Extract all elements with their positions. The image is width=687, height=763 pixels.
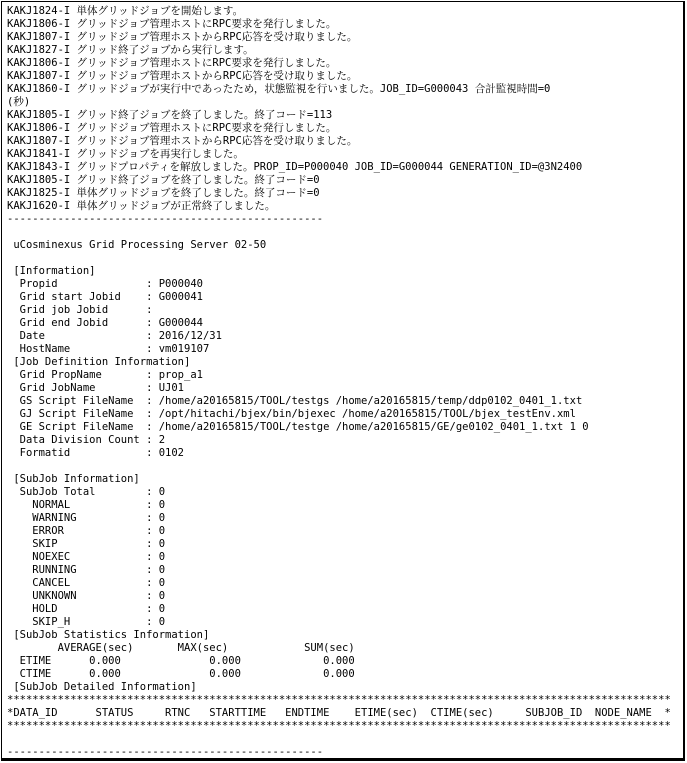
field-normal: NORMAL : 0 — [7, 499, 166, 511]
detail-table-border-bottom: ********************************************************************************************************* — [7, 720, 671, 732]
field-noexec: NOEXEC : 0 — [7, 551, 166, 563]
log-message: KAKJ1843-I グリッドプロパティを解放しました。PROP_ID=P000040 JOB_ID=G000044 GENERATION_ID=@3N2400 — [7, 161, 583, 173]
terminal-window — [1, 1, 685, 761]
field-cancel: CANCEL : 0 — [7, 577, 166, 589]
log-message-wrap: (秒) — [7, 96, 31, 108]
log-message: KAKJ1620-I 単体グリッドジョブが正常終了しました。 — [7, 200, 276, 212]
field-grid-end-jobid: Grid end Jobid : G000044 — [7, 317, 203, 329]
field-data-division-count: Data Division Count : 2 — [7, 434, 166, 446]
log-message: KAKJ1807-I グリッドジョブ管理ホストからRPC応答を受け取りました。 — [7, 135, 358, 147]
terminal-output — [2, 2, 683, 759]
log-message: KAKJ1805-I グリッド終了ジョブを終了しました。終了コード=0 — [7, 174, 320, 186]
section-header-job-definition: [Job Definition Information] — [7, 356, 191, 368]
field-propid: Propid : P000040 — [7, 278, 203, 290]
stats-row-etime: ETIME 0.000 0.000 0.000 — [7, 655, 355, 667]
blank-line — [7, 226, 681, 239]
blank-line — [7, 733, 681, 746]
separator-line: -------------------------------------------------- — [7, 746, 324, 758]
field-gs-script-filename: GS Script FileName : /home/a20165815/TOOL/testgs /home/a20165815/temp/ddp0102_0401_1.txt — [7, 395, 583, 407]
field-skip: SKIP : 0 — [7, 538, 166, 550]
stats-column-headers: AVERAGE(sec) MAX(sec) SUM(sec) — [7, 642, 355, 654]
log-message: KAKJ1841-I グリッドジョブを再実行しました。 — [7, 148, 244, 160]
log-message: KAKJ1805-I グリッド終了ジョブを終了しました。終了コード=113 — [7, 109, 333, 121]
field-grid-jobname: Grid JobName : UJ01 — [7, 382, 185, 394]
log-message: KAKJ1807-I グリッドジョブ管理ホストからRPC応答を受け取りました。 — [7, 70, 358, 82]
field-running: RUNNING : 0 — [7, 564, 166, 576]
field-grid-job-jobid: Grid job Jobid : — [7, 304, 153, 316]
field-hostname: HostName : vm019107 — [7, 343, 210, 355]
section-header-subjob-information: [SubJob Information] — [7, 473, 140, 485]
log-message: KAKJ1825-I 単体グリッドジョブを終了しました。終了コード=0 — [7, 187, 320, 199]
field-warning: WARNING : 0 — [7, 512, 166, 524]
log-message: KAKJ1806-I グリッドジョブ管理ホストにRPC要求を発行しました。 — [7, 57, 337, 69]
field-hold: HOLD : 0 — [7, 603, 166, 615]
log-message: KAKJ1807-I グリッドジョブ管理ホストからRPC応答を受け取りました。 — [7, 31, 358, 43]
log-message: KAKJ1806-I グリッドジョブ管理ホストにRPC要求を発行しました。 — [7, 122, 337, 134]
log-message: KAKJ1824-I 単体グリッドジョブを開始します。 — [7, 5, 244, 17]
field-unknown: UNKNOWN : 0 — [7, 590, 166, 602]
separator-line: -------------------------------------------------- — [7, 213, 324, 225]
report-title: uCosminexus Grid Processing Server 02-50 — [7, 239, 267, 251]
field-gj-script-filename: GJ Script FileName : /opt/hitachi/bjex/bin/bjexec /home/a20165815/TOOL/bjex_testEnv.xml — [7, 408, 576, 420]
log-message: KAKJ1806-I グリッドジョブ管理ホストにRPC要求を発行しました。 — [7, 18, 337, 30]
log-message: KAKJ1827-I グリッド終了ジョブから実行します。 — [7, 44, 254, 56]
field-grid-propname: Grid PropName : prop_a1 — [7, 369, 203, 381]
section-header-subjob-statistics: [SubJob Statistics Information] — [7, 629, 210, 641]
stats-row-ctime: CTIME 0.000 0.000 0.000 — [7, 668, 355, 680]
detail-table-border-top: ********************************************************************************************************* — [7, 694, 671, 706]
field-skip-h: SKIP_H : 0 — [7, 616, 166, 628]
detail-table-column-headers: *DATA_ID STATUS RTNC STARTTIME ENDTIME ETIME(sec) CTIME(sec) SUBJOB_ID NODE_NAME * — [7, 707, 671, 719]
blank-line — [7, 252, 681, 265]
field-formatid: Formatid : 0102 — [7, 447, 185, 459]
field-subjob-total: SubJob Total : 0 — [7, 486, 166, 498]
log-message: KAKJ1860-I グリッドジョブが実行中であったため，状態監視を行いました。JOB_ID=G000043 合計監視時間=0 — [7, 83, 551, 95]
section-header-information: [Information] — [7, 265, 96, 277]
field-ge-script-filename: GE Script FileName : /home/a20165815/TOOL/testge /home/a20165815/GE/ge0102_0401_1.txt 1 0 — [7, 421, 589, 433]
blank-line — [7, 460, 681, 473]
section-header-subjob-detailed: [SubJob Detailed Information] — [7, 681, 197, 693]
field-date: Date : 2016/12/31 — [7, 330, 222, 342]
field-grid-start-jobid: Grid start Jobid : G000041 — [7, 291, 203, 303]
field-error: ERROR : 0 — [7, 525, 166, 537]
